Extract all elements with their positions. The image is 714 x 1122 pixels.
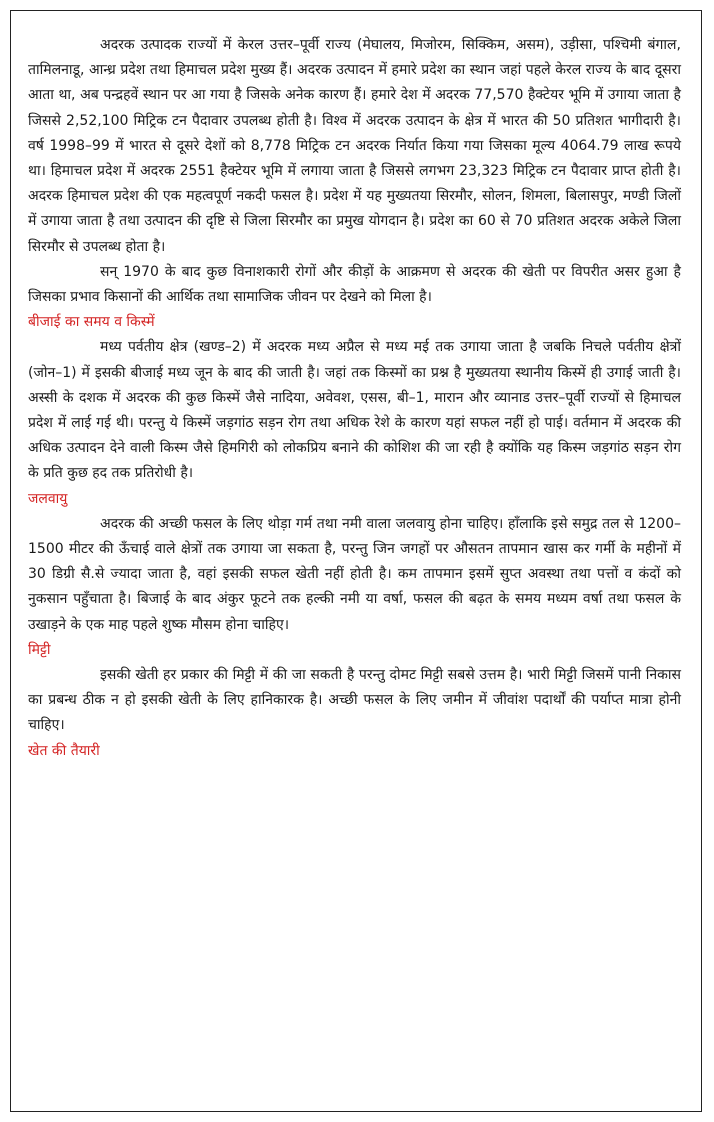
paragraph-sowing-varieties: मध्य पर्वतीय क्षेत्र (खण्ड–2) में अदरक मध्य अप्रैल से मध्य मई तक उगाया जाता है जबकि निचले पर्वतीय क्षेत्रों (जोन–1) में इसकी बीजाई मध्य जून के बाद की जाती है। जहां तक किस्मों का प्रश्न है मुख्यतया स्थानीय किस्में ही उगाई जाती है। अस्सी के दशक में अदरक की कुछ किस्में जैसे नादिया, अवेवश, एसस, बी–1, मारान और व्यानाड उत्तर–पूर्वी राज्यों से हिमाचल प्रदेश में लाई गई थी। परन्तु ये किस्में जड़गांठ सड़न रोग तथा अधिक रेशे के कारण यहां सफल नहीं हो पाई। वर्तमान में अदरक की अधिक उत्पादन देने वाली किस्म जैसे हिमगिरी को लोकप्रिय बनाने की कोशिश की जा रही है क्योंकि यह किस्म जड़गांठ सड़न रोग के प्रति कुछ हद तक प्रतिरोधी है।	[28, 339, 681, 482]
paragraph-ginger-production: अदरक उत्पादक राज्यों में केरल उत्तर–पूर्वी राज्य (मेघालय, मिजोरम, सिक्किम, असम), उड़ीसा, पश्चिमी बंगाल, तामिलनाडू, आन्ध्र प्रदेश तथा हिमाचल प्रदेश मुख्य हैं। अदरक उत्पादन में हमारे प्रदेश का स्थान जहां पहले केरल राज्य के बाद दूसरा आता था, अब पन्द्रहवें स्थान पर आ गया है जिसके अनेक कारण हैं। हमारे देश में अदरक 77,570 हैक्टेयर भूमि में उगाया जाता है जिससे 2,52,100 मिट्रिक टन पैदावार उपलब्ध होती है। विश्व में अदरक उत्पादन के क्षेत्र में भारत की 50 प्रतिशत भागीदारी है। वर्ष 1998–99 में भारत से दूसरे देशों को 8,778 मिट्रिक टन अदरक निर्यात किया गया जिसका मूल्य 4064.79 लाख रूपये था। हिमाचल प्रदेश में अदरक 2551 हैक्टेयर भूमि में लगाया जाता है जिससे लगभग 23,323 मिट्रिक टन पैदावार प्राप्त होती है। अदरक हिमाचल प्रदेश की एक महत्वपूर्ण नकदी फसल है। प्रदेश में यह मुख्यतया सिरमौर, सोलन, शिमला, बिलासपुर, मण्डी जिलों में उगाया जाता है तथा उत्पादन की दृष्टि से जिला सिरमौर का प्रमुख योगदान है। प्रदेश का 60 से 70 प्रतिशत अदरक अकेले जिला सिरमौर से उपलब्ध होता है।	[28, 37, 681, 255]
paragraph-soil: इसकी खेती हर प्रकार की मिट्टी में की जा सकती है परन्तु दोमट मिट्टी सबसे उत्तम है। भारी मिट्टी जिसमें पानी निकास का प्रबन्ध ठीक न हो इसकी खेती के लिए हानिकारक है। अच्छी फसल के लिए जमीन में जीवांश पदार्थों की पर्याप्त मात्रा होनी चाहिए।	[28, 667, 681, 734]
paragraph-climate: अदरक की अच्छी फसल के लिए थोड़ा गर्म तथा नमी वाला जलवायु होना चाहिए। हाँलाकि इसे समुद्र तल से 1200–1500 मीटर की ऊँचाई वाले क्षेत्रों तक उगाया जा सकता है, परन्तु जिन जगहों पर औसतन तापमान खास कर गर्मी के महीनों में 30 डिग्री सै.से ज्यादा जाता है, वहां इसकी सफल खेती नहीं होती है। कम तापमान इसमें सुप्त अवस्था तथा पत्तों व कंदों को नुकसान पहुँचाता है। बिजाई के बाद अंकुर फूटने तक हल्की नमी या वर्षा, फसल की बढ़त के समय मध्यम वर्षा तथा फसल के उखाड़ने के एक माह पहले शुष्क मौसम होना चाहिए।	[28, 515, 681, 633]
heading-sowing-time-varieties: बीजाई का समय व किस्में	[28, 314, 155, 331]
heading-field-preparation: खेत की तैयारी	[28, 742, 100, 759]
document-page	[10, 10, 702, 1112]
heading-climate: जलवायु	[28, 490, 68, 507]
heading-soil: मिट्टी	[28, 641, 51, 658]
paragraph-disease-impact: सन् 1970 के बाद कुछ विनाशकारी रोगों और कीड़ों के आक्रमण से अदरक की खेती पर विपरीत असर हुआ है जिसका प्रभाव किसानों की आर्थिक तथा सामाजिक जीवन पर देखने को मिला है।	[28, 263, 681, 306]
